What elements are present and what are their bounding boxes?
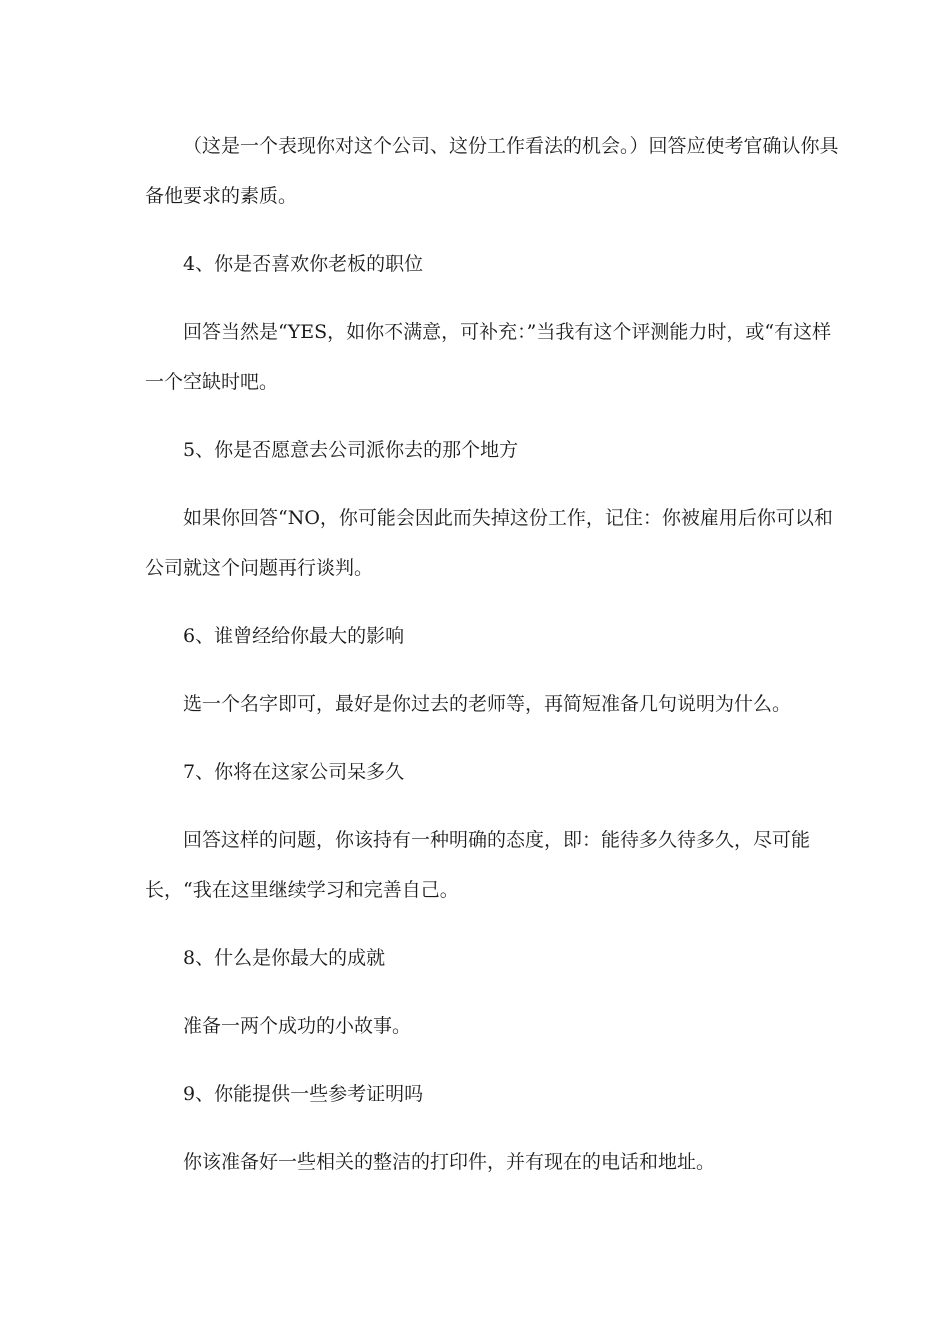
- answer-paragraph: 准备一两个成功的小故事。: [183, 1015, 412, 1037]
- question-heading-7: 7、你将在这家公司呆多久: [183, 761, 405, 783]
- question-heading-9: 9、你能提供一些参考证明吗: [183, 1083, 424, 1105]
- answer-paragraph: 回答这样的问题，你该持有一种明确的态度，即：能待多久待多久，尽可能长，“我在这里继续学习和完善自己。: [145, 829, 811, 901]
- answer-paragraph: 回答当然是“YES，如你不满意，可补充：”当我有这个评测能力时，或“有这样一个空缺时吧。: [145, 321, 832, 393]
- answer-paragraph: （这是一个表现你对这个公司、这份工作看法的机会。）回答应使考官确认你具备他要求的素质。: [145, 135, 839, 207]
- question-heading-4: 4、你是否喜欢你老板的职位: [183, 253, 424, 275]
- answer-paragraph: 你该准备好一些相关的整洁的打印件，并有现在的电话和地址。: [183, 1151, 716, 1173]
- question-heading-5: 5、你是否愿意去公司派你去的那个地方: [183, 439, 519, 461]
- answer-paragraph: 选一个名字即可，最好是你过去的老师等，再简短准备几句说明为什么。: [183, 693, 792, 715]
- answer-paragraph: 如果你回答“NO，你可能会因此而失掉这份工作，记住：你被雇用后你可以和公司就这个问题再行谈判。: [145, 507, 833, 579]
- document-body: [145, 121, 845, 1187]
- question-heading-8: 8、什么是你最大的成就: [183, 947, 386, 969]
- question-heading-6: 6、谁曾经给你最大的影响: [183, 625, 405, 647]
